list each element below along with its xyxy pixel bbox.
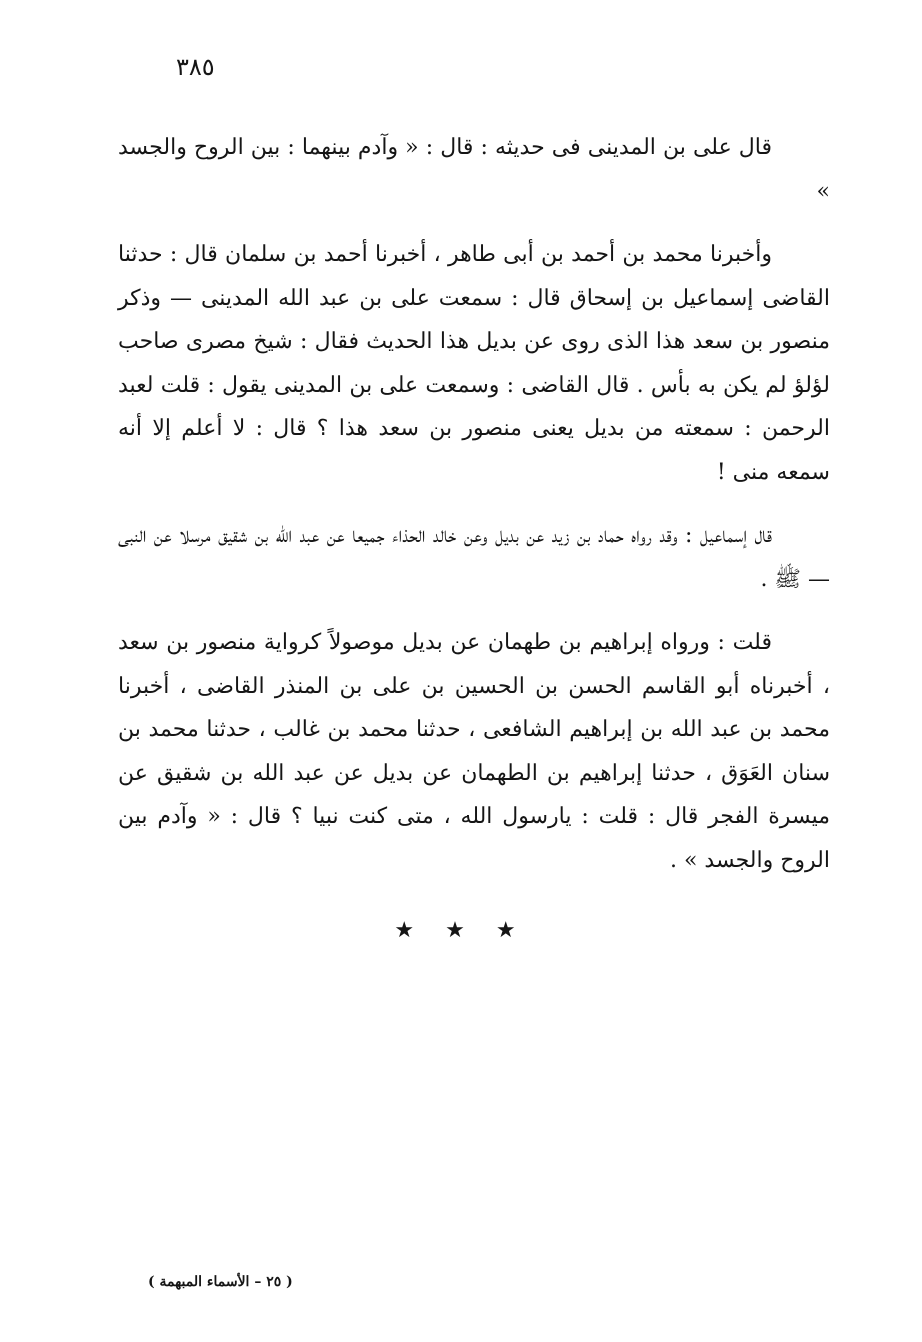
footer-signature: ( ٢٥ – الأسماء المبهمة ) — [148, 1274, 293, 1290]
paragraph-4: قلت : ورواه إبراهيم بن طهمان عن بديل موصولاً كرواية منصور بن سعد ، أخبرناه أبو القاسم الحسن بن الحسين بن على بن المنذر القاضى ، أخبرنا محمد بن عبد الله بن إبراهيم الشافعى ، حدثنا محمد بن غالب ، حدثنا محمد بن سنان العَوَق ، حدثنا إبراهيم بن الطهمان عن بديل عن عبد الله بن شقيق عن ميسرة الفجر قال : قلت : يارسول الله ، متى كنت نبيا ؟ قال : « وآدم بين الروح والجسد » . — [118, 630, 830, 873]
page-number: ٣٨٥ — [176, 53, 215, 81]
body-text — [118, 126, 830, 902]
paragraph-3: قال إسماعيل : وقد رواه حماد بن زيد عن بديل وعن خالد الحذاء جميعا عن عبد الله بن شقيق مرسلا عن النبى — ﷺ . — [118, 523, 830, 592]
paragraph-1: قال على بن المدينى فى حديثه : قال : « وآدم بينهما : بين الروح والجسد » — [118, 135, 830, 204]
section-separator: ★ ★ ★ — [394, 918, 528, 943]
paragraph-2: وأخبرنا محمد بن أحمد بن أبى طاهر ، أخبرنا أحمد بن سلمان قال : حدثنا القاضى إسماعيل بن إسحاق قال : سمعت على بن عبد الله المدينى — وذكر منصور بن سعد هذا الذى روى عن بديل هذا الحديث فقال : شيخ مصرى صاحب لؤلؤ لم يكن به بأس . قال القاضى : وسمعت على بن المدينى يقول : قلت لعبد الرحمن : سمعته من بديل يعنى منصور بن سعد هذا ؟ قال : لا أعلم إلا أنه سمعه منى ! — [118, 242, 830, 485]
